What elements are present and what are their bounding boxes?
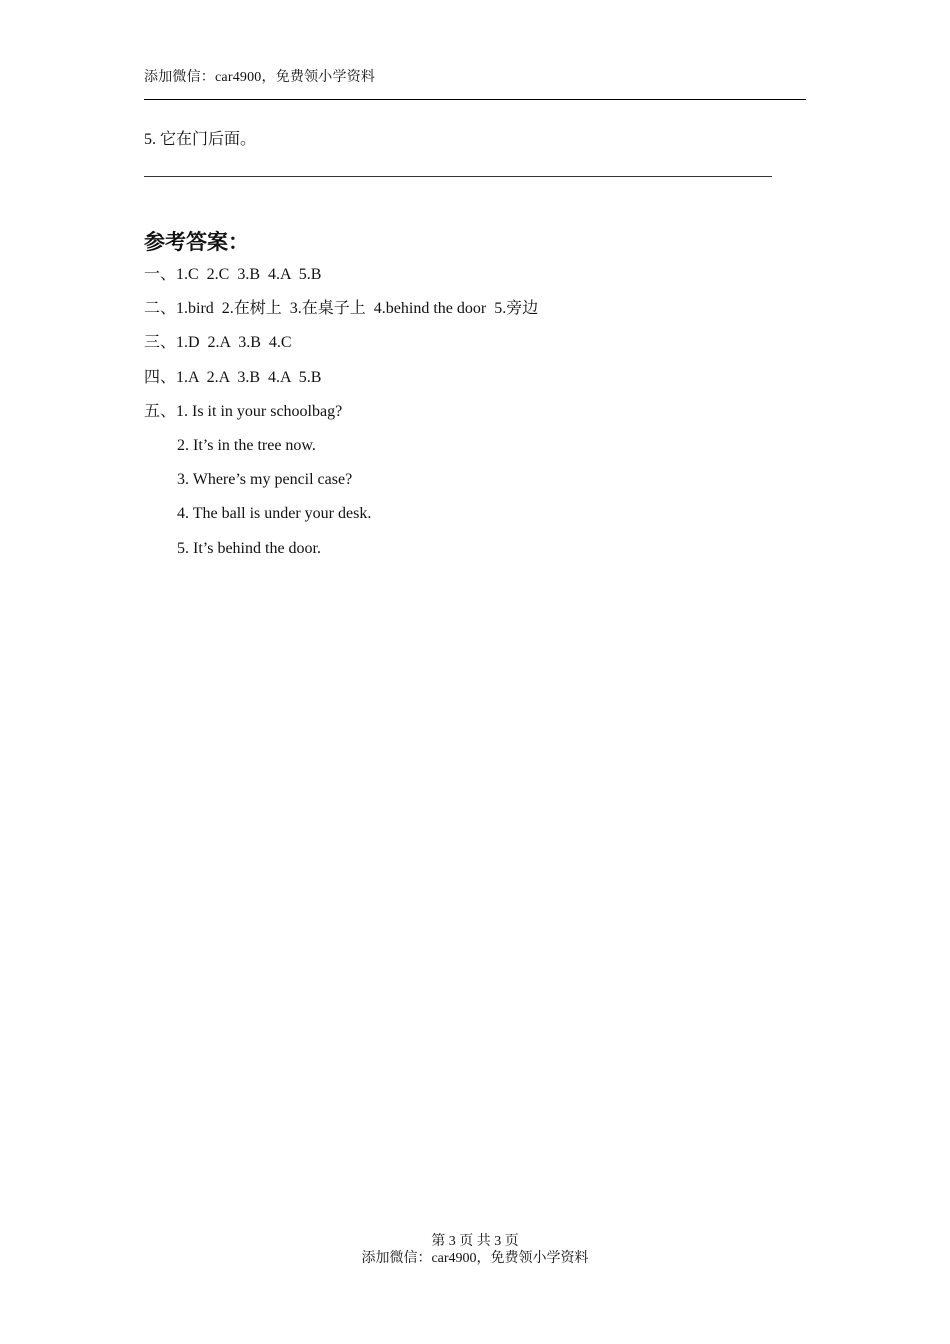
answers-heading: 参考答案： (144, 230, 249, 254)
footer-watermark-text: 添加微信：car4900，免费领小学资料 (361, 1251, 589, 1266)
header-divider (144, 99, 806, 100)
header-watermark-text: 添加微信：car4900，免费领小学资料 (144, 70, 376, 85)
answer-section-2: 二、1.bird 2.在树上 3.在桌子上 4.behind the door 5.旁边 (144, 300, 539, 318)
answer-section-5: 五、1. Is it in your schoolbag? (144, 402, 343, 420)
answer-list (144, 265, 538, 573)
answer-section-5-item-4: 4. The ball is under your desk. (177, 505, 372, 523)
answer-blank-line (144, 176, 772, 177)
answer-section-5-item-2: 2. It’s in the tree now. (177, 436, 316, 454)
answer-section-3: 三、1.D 2.A 3.B 4.C (144, 334, 292, 352)
answer-section-5-item-5: 5. It’s behind the door. (177, 539, 321, 557)
question-5: 5. 它在门后面。 (144, 131, 257, 148)
answer-section-4: 四、1.A 2.A 3.B 4.A 5.B (144, 368, 322, 386)
answer-section-5-item-3: 3. Where’s my pencil case? (177, 471, 353, 489)
answer-section-1: 一、1.C 2.C 3.B 4.A 5.B (144, 266, 322, 283)
page-number: 第 3 页 共 3 页 (431, 1234, 519, 1249)
